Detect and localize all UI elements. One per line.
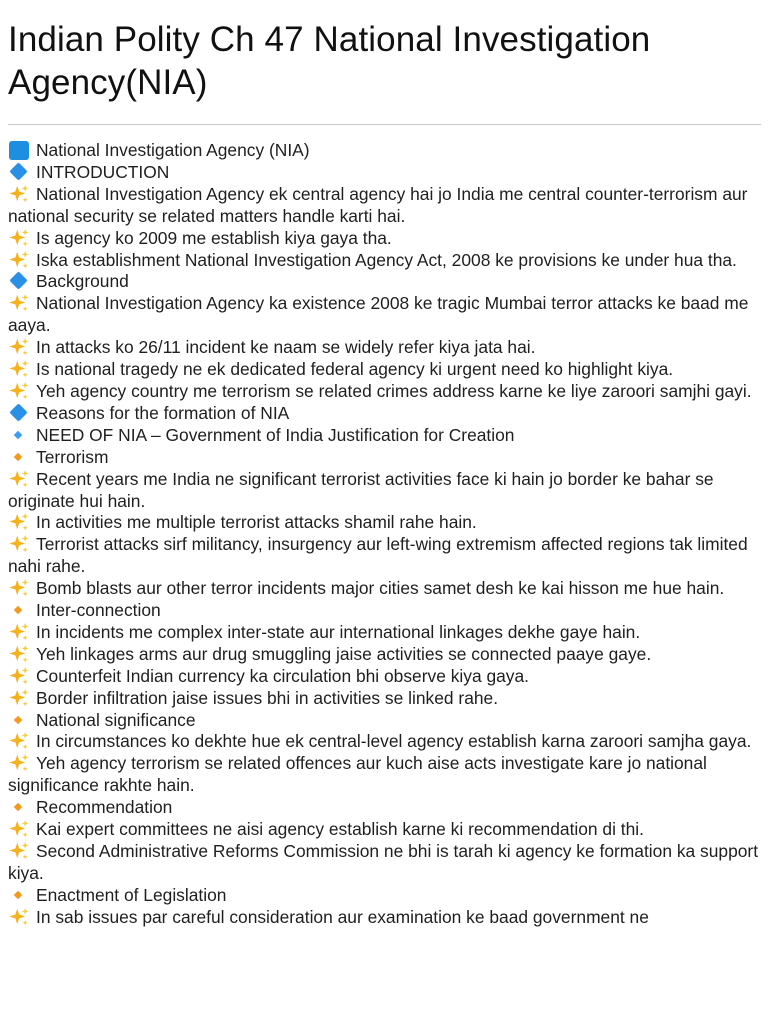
text-line	[8, 622, 761, 644]
line-text: Second Administrative Reforms Commission ne bhi is tarah ki agency ke formation ka support kiya.	[8, 841, 759, 883]
line-text: Counterfeit Indian currency ka circulation bhi observe kiya gaya.	[36, 665, 529, 686]
text-line	[8, 162, 761, 184]
text-line	[8, 885, 761, 907]
sparkles-icon	[8, 579, 28, 597]
line-text: National significance	[36, 709, 196, 730]
line-text: Bomb blasts aur other terror incidents major cities samet desh ke kai hisson me hue hain.	[36, 578, 725, 599]
sparkles-icon	[8, 229, 28, 247]
line-text: Yeh agency country me terrorism se related crimes address karne ke liye zaroori samjhi gayi.	[36, 380, 752, 401]
document-body	[8, 140, 761, 929]
sparkles-icon	[8, 908, 28, 926]
line-text: In circumstances ko dekhte hue ek central-level agency establish karna zaroori samjha gaya.	[36, 731, 752, 752]
text-line	[8, 731, 761, 753]
text-line	[8, 797, 761, 819]
line-text: Terrorist attacks sirf militancy, insurgency aur left-wing extremism affected regions tak limited nahi rahe.	[8, 534, 748, 577]
text-line	[8, 469, 761, 513]
blue-diamond-icon	[8, 272, 28, 290]
text-line	[8, 271, 761, 293]
line-text: National Investigation Agency (NIA)	[36, 140, 310, 160]
text-line	[8, 359, 761, 381]
sparkles-icon	[8, 513, 28, 531]
text-line	[8, 512, 761, 534]
sparkles-icon	[8, 689, 28, 707]
text-line	[8, 250, 761, 272]
sparkles-icon	[8, 667, 28, 685]
text-line	[8, 293, 761, 337]
small-orange-diamond-icon	[8, 601, 28, 619]
sparkles-icon	[8, 470, 28, 488]
sparkles-icon	[8, 185, 28, 203]
sparkles-icon	[8, 623, 28, 641]
line-text: Recent years me India ne significant terrorist activities face ki hain jo border ke bahar se originate hui hain.	[8, 468, 714, 511]
line-text: In activities me multiple terrorist attacks shamil rahe hain.	[36, 512, 477, 533]
text-line	[8, 688, 761, 710]
line-text: Yeh linkages arms aur drug smuggling jaise activities se connected paaye gaye.	[36, 643, 652, 664]
line-text: Enactment of Legislation	[36, 884, 227, 905]
text-line	[8, 578, 761, 600]
sparkles-icon	[8, 820, 28, 838]
line-text: Kai expert committees ne aisi agency establish karne ki recommendation di thi.	[36, 819, 645, 840]
line-text: NEED OF NIA – Government of India Justification for Creation	[36, 424, 515, 445]
blue-diamond-icon	[8, 404, 28, 422]
line-text: In sab issues par careful consideration aur examination ke baad government ne	[36, 906, 649, 927]
text-line	[8, 184, 761, 228]
sparkles-icon	[8, 294, 28, 312]
line-text: Inter-connection	[36, 600, 161, 621]
line-text: Yeh agency terrorism se related offences aur kuch aise acts investigate kare jo national significance rakhte hain.	[8, 753, 707, 796]
text-line	[8, 403, 761, 425]
blue-square-icon	[8, 141, 28, 159]
title-divider	[8, 124, 761, 125]
line-text: Is national tragedy ne ek dedicated federal agency ki urgent need ko highlight kiya.	[36, 359, 674, 380]
text-line	[8, 819, 761, 841]
text-line	[8, 381, 761, 403]
sparkles-icon	[8, 754, 28, 772]
line-text: In attacks ko 26/11 incident ke naam se widely refer kiya jata hai.	[36, 337, 536, 358]
line-text: In incidents me complex inter-state aur international linkages dekhe gaye hain.	[36, 621, 641, 642]
line-text: Is agency ko 2009 me establish kiya gaya tha.	[36, 227, 392, 248]
sparkles-icon	[8, 338, 28, 356]
small-orange-diamond-icon	[8, 798, 28, 816]
sparkles-icon	[8, 535, 28, 553]
text-line	[8, 425, 761, 447]
text-line	[8, 907, 761, 929]
text-line	[8, 228, 761, 250]
small-orange-diamond-icon	[8, 886, 28, 904]
document-title: Indian Polity Ch 47 National Investigation Agency(NIA)	[8, 20, 651, 102]
small-orange-diamond-icon	[8, 448, 28, 466]
sparkles-icon	[8, 645, 28, 663]
line-text: Iska establishment National Investigation Agency Act, 2008 ke provisions ke under hua tha.	[36, 249, 737, 270]
text-line	[8, 644, 761, 666]
line-text: Border infiltration jaise issues bhi in activities se linked rahe.	[36, 687, 499, 708]
sparkles-icon	[8, 732, 28, 750]
text-line	[8, 337, 761, 359]
sparkles-icon	[8, 842, 28, 860]
text-line	[8, 753, 761, 797]
line-text: Reasons for the formation of NIA	[36, 402, 290, 423]
line-text: Background	[36, 271, 129, 292]
line-text: Terrorism	[36, 446, 109, 467]
sparkles-icon	[8, 382, 28, 400]
line-text: INTRODUCTION	[36, 161, 170, 182]
text-line	[8, 841, 761, 885]
line-text: National Investigation Agency ek central agency hai jo India me central counter-terrorism aur national security se related matters handle karti hai.	[8, 183, 748, 226]
small-blue-diamond-icon	[8, 426, 28, 444]
blue-diamond-icon	[8, 163, 28, 181]
text-line	[8, 710, 761, 732]
text-line	[8, 447, 761, 469]
text-line	[8, 600, 761, 622]
text-line	[8, 140, 761, 162]
line-text: National Investigation Agency ka existence 2008 ke tragic Mumbai terror attacks ke baad me aaya.	[8, 293, 749, 336]
text-line	[8, 534, 761, 578]
small-orange-diamond-icon	[8, 711, 28, 729]
line-text: Recommendation	[36, 797, 173, 818]
text-line	[8, 666, 761, 688]
sparkles-icon	[8, 360, 28, 378]
sparkles-icon	[8, 251, 28, 269]
